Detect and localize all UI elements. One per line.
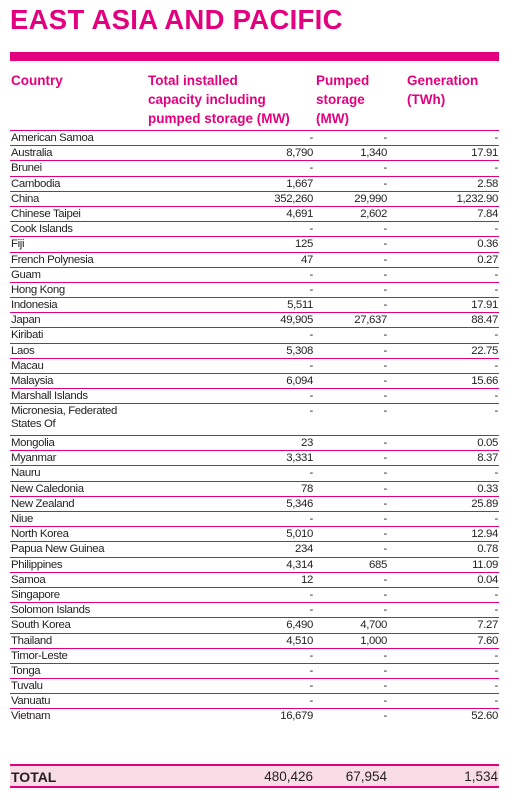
cell-country: Solomon Islands: [11, 604, 90, 617]
cell-capacity: -: [309, 680, 313, 693]
cell-pumped-storage: -: [383, 253, 387, 266]
cell-generation: 7.27: [477, 619, 498, 632]
cell-country: Thailand: [11, 634, 52, 647]
cell-generation: -: [494, 695, 498, 708]
table-row: [10, 602, 499, 617]
table-row: [10, 236, 499, 251]
cell-country: Vanuatu: [11, 695, 51, 708]
cell-capacity: 6,490: [286, 619, 313, 632]
cell-capacity: 5,308: [286, 344, 313, 357]
table-row: [10, 572, 499, 587]
cell-country: Australia: [11, 147, 53, 160]
cell-capacity: -: [309, 664, 313, 677]
cell-country: Cook Islands: [11, 223, 73, 236]
cell-generation: -: [494, 223, 498, 236]
cell-capacity: 6,094: [286, 375, 313, 387]
cell-pumped-storage: -: [383, 344, 387, 357]
cell-generation: 0.04: [477, 573, 498, 586]
cell-country: Vietnam: [11, 710, 51, 723]
cell-capacity: 5,511: [287, 299, 313, 312]
table-body: [10, 130, 499, 724]
header-pumped-storage: Pumped storage (MW): [316, 73, 370, 126]
table-row: [10, 297, 499, 312]
cell-pumped-storage: 27,637: [354, 314, 387, 327]
cell-capacity: -: [309, 268, 313, 281]
cell-pumped-storage: 29,990: [354, 192, 387, 205]
cell-generation: -: [494, 588, 498, 601]
cell-pumped-storage: -: [383, 375, 387, 387]
table-row: [10, 358, 499, 373]
cell-generation: -: [494, 604, 498, 617]
cell-generation: 0.78: [477, 543, 498, 556]
table-row: [10, 481, 499, 496]
table-row: [10, 282, 499, 297]
cell-pumped-storage: -: [383, 329, 387, 342]
cell-pumped-storage: -: [383, 299, 387, 312]
cell-pumped-storage: 1,340: [360, 147, 387, 160]
table-row: [10, 648, 499, 663]
cell-capacity: 47: [301, 253, 313, 266]
cell-pumped-storage: -: [383, 604, 387, 617]
table-row: [10, 252, 499, 267]
table-row: [10, 435, 499, 450]
cell-capacity: 4,510: [286, 634, 313, 647]
cell-pumped-storage: -: [383, 223, 387, 236]
cell-generation: 22.75: [471, 344, 498, 357]
cell-generation: 0.27: [477, 253, 498, 266]
cell-capacity: -: [309, 649, 313, 662]
cell-capacity: -: [309, 162, 313, 175]
cell-generation: -: [494, 467, 498, 480]
cell-generation: -: [494, 649, 498, 662]
cell-capacity: 1,667: [286, 177, 313, 190]
cell-generation: -: [494, 283, 498, 296]
cell-generation: 52.60: [471, 710, 498, 723]
cell-pumped-storage: -: [383, 680, 387, 693]
table-row: [10, 496, 499, 511]
cell-capacity: -: [309, 604, 313, 617]
cell-capacity: -: [309, 695, 313, 708]
cell-capacity: -: [309, 223, 313, 236]
cell-pumped-storage: -: [383, 528, 387, 541]
table-row: [10, 465, 499, 480]
header-country: Country: [11, 73, 63, 88]
cell-capacity: 12: [301, 573, 313, 586]
cell-capacity: 4,691: [286, 207, 313, 220]
cell-generation: 17.91: [471, 147, 498, 160]
cell-country: Papua New Guinea: [11, 543, 105, 556]
header-generation: Generation (TWh): [407, 73, 479, 107]
cell-capacity: 5,010: [286, 528, 313, 541]
table-row: [10, 526, 499, 541]
cell-generation: 7.84: [477, 207, 498, 220]
total-generation: 1,534: [464, 769, 498, 784]
table-row: [10, 541, 499, 556]
table-row: [10, 388, 499, 403]
cell-capacity: -: [309, 588, 313, 601]
table-row: [10, 343, 499, 358]
cell-pumped-storage: -: [383, 238, 387, 251]
cell-generation: 11.09: [472, 558, 498, 571]
cell-pumped-storage: -: [383, 695, 387, 708]
cell-capacity: -: [309, 283, 313, 296]
cell-country: Japan: [11, 314, 41, 327]
cell-country: Mongolia: [11, 437, 55, 450]
cell-country: Philippines: [11, 558, 63, 571]
cell-generation: 25.89: [471, 497, 498, 510]
cell-country: South Korea: [11, 619, 71, 632]
cell-generation: 88.47: [471, 314, 498, 327]
cell-country: Marshall Islands: [11, 390, 88, 403]
table-row: [10, 708, 499, 723]
cell-generation: 1,232.90: [456, 192, 498, 205]
cell-country: Singapore: [11, 588, 60, 601]
cell-country: Cambodia: [11, 177, 61, 190]
total-row: [10, 764, 499, 788]
table-row: [10, 130, 499, 145]
cell-pumped-storage: -: [383, 467, 387, 480]
table-row: [10, 160, 499, 175]
cell-pumped-storage: -: [383, 437, 387, 450]
page-title: EAST ASIA AND PACIFIC: [10, 4, 343, 35]
cell-generation: -: [494, 680, 498, 693]
total-label: TOTAL: [11, 769, 57, 785]
cell-capacity: -: [309, 405, 313, 418]
table-row: [10, 511, 499, 526]
cell-country: Hong Kong: [11, 283, 65, 296]
table-row: [10, 678, 499, 693]
cell-country: Micronesia, Federated States Of: [11, 405, 117, 431]
cell-pumped-storage: -: [383, 573, 387, 586]
table-row: [10, 327, 499, 342]
cell-country: Kiribati: [11, 329, 44, 342]
table-row: [10, 557, 499, 572]
cell-generation: -: [494, 132, 498, 144]
cell-country: Samoa: [11, 573, 46, 586]
cell-pumped-storage: -: [383, 177, 387, 190]
cell-pumped-storage: -: [383, 283, 387, 296]
table-row: [10, 267, 499, 282]
cell-capacity: 49,905: [280, 314, 313, 327]
cell-country: Myanmar: [11, 452, 57, 465]
cell-generation: 15.66: [471, 375, 498, 387]
cell-country: Guam: [11, 268, 41, 281]
cell-pumped-storage: 1,000: [360, 634, 387, 647]
cell-capacity: 16,679: [280, 710, 313, 723]
cell-pumped-storage: -: [383, 482, 387, 495]
cell-pumped-storage: -: [383, 162, 387, 175]
table-row: [10, 633, 499, 648]
total-pumped: 67,954: [345, 769, 387, 784]
table-row: [10, 693, 499, 708]
cell-generation: -: [494, 268, 498, 281]
cell-pumped-storage: 685: [369, 558, 387, 571]
header-capacity: Total installed capacity including pumped storage (MW): [148, 73, 290, 126]
cell-pumped-storage: -: [383, 497, 387, 510]
cell-country: Malaysia: [11, 375, 54, 387]
cell-pumped-storage: -: [383, 268, 387, 281]
cell-pumped-storage: -: [383, 588, 387, 601]
cell-generation: 7.60: [477, 634, 498, 647]
cell-country: Timor-Leste: [11, 649, 68, 662]
table-row: [10, 617, 499, 632]
table-row: [10, 450, 499, 465]
cell-capacity: -: [309, 359, 313, 372]
table-row: [10, 206, 499, 221]
cell-country: New Caledonia: [11, 482, 84, 495]
cell-generation: 2.58: [477, 177, 498, 190]
cell-capacity: 23: [301, 437, 313, 450]
cell-generation: 0.33: [477, 482, 498, 495]
table-row: [10, 373, 499, 388]
cell-country: North Korea: [11, 528, 69, 541]
cell-capacity: 4,314: [286, 558, 313, 571]
cell-country: Indonesia: [11, 299, 58, 312]
cell-pumped-storage: -: [383, 710, 387, 723]
cell-pumped-storage: 4,700: [360, 619, 387, 632]
cell-country: French Polynesia: [11, 253, 94, 266]
cell-capacity: 8,790: [286, 147, 313, 160]
cell-country: Nauru: [11, 467, 41, 480]
cell-pumped-storage: -: [383, 452, 387, 465]
cell-generation: 17.91: [471, 299, 498, 312]
cell-generation: -: [494, 405, 498, 418]
cell-generation: -: [494, 329, 498, 342]
cell-generation: 0.36: [477, 238, 498, 251]
table-row: [10, 587, 499, 602]
cell-pumped-storage: 2,602: [360, 207, 387, 220]
cell-pumped-storage: -: [383, 132, 387, 144]
cell-country: Laos: [11, 344, 35, 357]
cell-pumped-storage: -: [383, 664, 387, 677]
cell-generation: -: [494, 390, 498, 403]
cell-country: New Zealand: [11, 497, 75, 510]
cell-capacity: -: [309, 467, 313, 480]
cell-pumped-storage: -: [383, 405, 387, 418]
cell-generation: 12.94: [471, 528, 498, 541]
cell-pumped-storage: -: [383, 513, 387, 525]
cell-country: China: [11, 192, 40, 205]
cell-pumped-storage: -: [383, 390, 387, 403]
cell-generation: 8.37: [477, 452, 498, 465]
cell-country: American Samoa: [11, 132, 94, 144]
cell-capacity: 5,346: [286, 497, 313, 510]
cell-pumped-storage: -: [383, 359, 387, 372]
cell-pumped-storage: -: [383, 649, 387, 662]
table-row: [10, 221, 499, 236]
table-header: [10, 71, 499, 129]
cell-capacity: 234: [295, 543, 313, 556]
table-row: [10, 145, 499, 160]
cell-country: Macau: [11, 359, 44, 372]
cell-country: Tonga: [11, 664, 41, 677]
cell-generation: -: [494, 162, 498, 175]
cell-capacity: 78: [301, 482, 313, 495]
table-row: [10, 312, 499, 327]
cell-generation: -: [494, 513, 498, 525]
cell-capacity: -: [309, 513, 313, 525]
cell-capacity: -: [309, 329, 313, 342]
table-row: [10, 663, 499, 678]
header-rule: [10, 52, 499, 61]
cell-country: Chinese Taipei: [11, 207, 81, 220]
cell-generation: -: [494, 664, 498, 677]
cell-pumped-storage: -: [383, 543, 387, 556]
cell-capacity: -: [309, 132, 313, 144]
cell-country: Brunei: [11, 162, 42, 175]
table-row: [10, 176, 499, 191]
cell-generation: -: [494, 359, 498, 372]
cell-country: Niue: [11, 513, 34, 525]
cell-capacity: 352,260: [274, 192, 313, 205]
cell-country: Fiji: [11, 238, 25, 251]
cell-capacity: 3,331: [286, 452, 313, 465]
cell-country: Tuvalu: [11, 680, 43, 693]
cell-capacity: -: [309, 390, 313, 403]
total-capacity: 480,426: [264, 769, 313, 784]
cell-generation: 0.05: [477, 437, 498, 450]
table-row: [10, 403, 499, 435]
cell-capacity: 125: [295, 238, 313, 251]
table-row: [10, 191, 499, 206]
